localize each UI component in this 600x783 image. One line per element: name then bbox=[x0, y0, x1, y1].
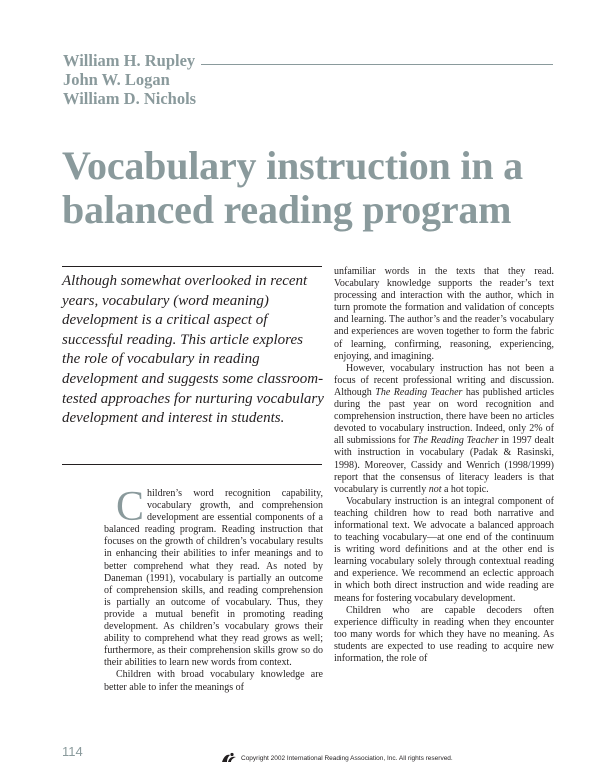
paragraph bbox=[104, 484, 323, 669]
text-run: However, vocabulary instruction has not been a focus of recent professional writing and discussion. Although bbox=[334, 362, 554, 398]
text-run: a hot topic. bbox=[441, 483, 489, 495]
paragraph: Children with broad vocabulary knowledge are better able to infer the meanings of bbox=[104, 669, 323, 693]
body-column-right bbox=[334, 266, 554, 665]
paragraph: Vocabulary instruction is an integral component of teaching children how to read both narrative and informational text. We advocate a balanced approach to teaching vocabulary—at one end of the continuum is writing word definitions and at the other end is learning vocabulary solely through contextual reading and experience. We recommend an eclectic approach in which both direct instruction and wide reading are means for fostering vocabulary development. bbox=[334, 495, 554, 604]
paragraph: Children who are capable decoders often experience difficulty in reading when they encounter too many words for which they have no meaning. As students are expected to use reading to acquire new information, the role of bbox=[334, 604, 554, 664]
abstract-top-rule bbox=[62, 266, 322, 267]
copyright-notice bbox=[221, 752, 453, 764]
title-line-1: Vocabulary instruction in a bbox=[62, 143, 523, 188]
text-run: has published articles during the past year on word recognition and comprehension instruction, there have been no articles devoted to vocabulary instruction. Indeed, only 2% of all submissions for bbox=[334, 386, 554, 447]
title-line-2: balanced reading program bbox=[62, 187, 512, 232]
author-1: William H. Rupley bbox=[63, 51, 196, 70]
article-title bbox=[62, 144, 582, 232]
author-2: John W. Logan bbox=[63, 70, 170, 89]
journal-title: The Reading Teacher bbox=[375, 386, 463, 398]
author-name bbox=[63, 51, 553, 70]
publisher-logo-icon bbox=[221, 752, 237, 764]
body-column-left bbox=[104, 484, 323, 694]
page-number: 114 bbox=[62, 744, 83, 759]
paragraph-text: hildren’s word recognition capability, vocabulary growth, and comprehension development are essential components of a balanced reading program. Reading instruction that focuses on the growth of children’s vocabulary results in enhancing their abilities to infer meanings and to better comprehend what they read. As noted by Daneman (1991), vocabulary is partially an outcome of comprehension skills, and reading comprehension is partially an outcome of vocabulary. Thus, they provide a mutual benefit in promoting reading development. As children’s vocabulary grows their ability to comprehend what they read grows as well; furthermore, as their comprehension skills grow so do their abilities to learn new words from context. bbox=[104, 488, 323, 669]
author-3: William D. Nichols bbox=[63, 89, 197, 108]
paragraph: unfamiliar words in the texts that they read. Vocabulary knowledge supports the reader’s text processing and interaction with the author, which in turn promote the formation and validation of concepts and learning. The author’s and the reader’s vocabulary and experiences are woven together to form the fabric of learning, confirming, reasoning, experiencing, enjoying, and imagining. bbox=[334, 266, 554, 362]
paragraph bbox=[334, 363, 554, 496]
copyright-text: Copyright 2002 International Reading Association, Inc. All rights reserved. bbox=[241, 754, 453, 762]
text-run: in 1997 dealt with instruction in vocabulary (Padak & Rasinski, 1998). Moreover, Cassidy and Wenrich (1998/1999) report that the consensus of literacy leaders is that vocabulary is currently bbox=[334, 435, 554, 495]
journal-title: The Reading Teacher bbox=[412, 435, 499, 447]
author-list bbox=[63, 51, 553, 108]
drop-cap: C bbox=[116, 484, 145, 530]
abstract-bottom-rule bbox=[62, 464, 322, 465]
abstract: Although somewhat overlooked in recent years, vocabulary (word meaning) development is a critical aspect of successful reading. This article explores the role of vocabulary in reading development and suggests some classroom-tested approaches for nurturing vocabulary development and interest in students. bbox=[62, 273, 324, 427]
emphasis: not bbox=[428, 483, 442, 495]
header-rule bbox=[201, 64, 553, 65]
